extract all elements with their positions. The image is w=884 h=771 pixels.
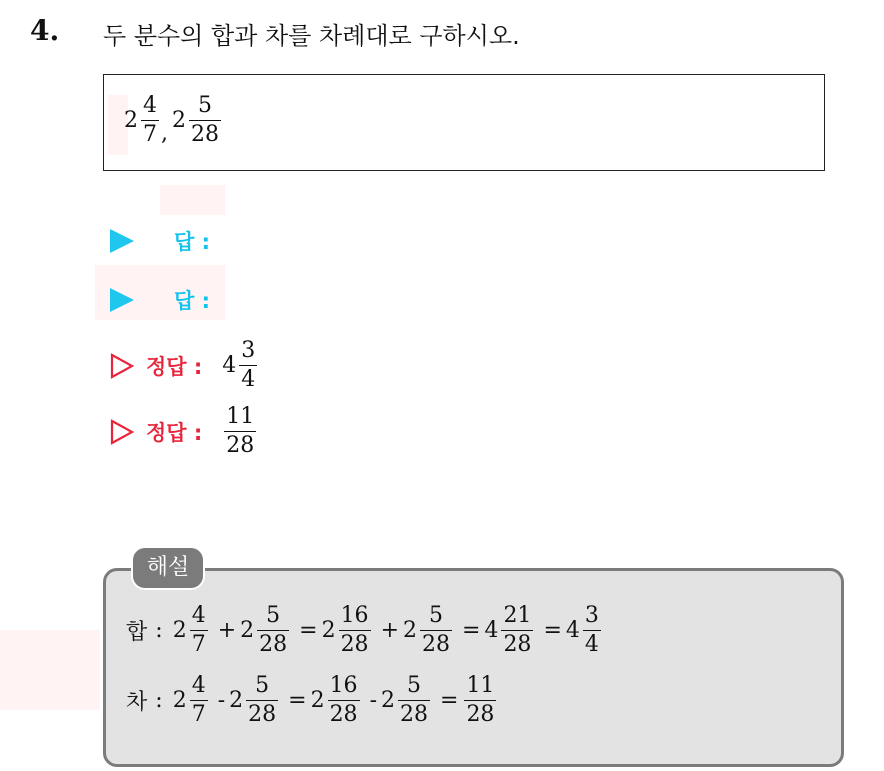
term-fraction <box>246 675 278 726</box>
operator: - <box>369 688 377 713</box>
fraction-b <box>189 95 221 146</box>
term-denominator: 28 <box>466 702 495 727</box>
answer-row-2[interactable] <box>110 285 210 315</box>
correct-answer-row-2 <box>110 406 258 457</box>
term-numerator: 5 <box>407 673 421 698</box>
term-numerator: 4 <box>191 603 206 628</box>
correct-fraction <box>224 406 256 457</box>
term-numerator: 5 <box>266 603 281 628</box>
fraction-b-numerator: 5 <box>198 93 212 118</box>
correct-fraction <box>239 340 257 391</box>
correct-answer-value <box>222 406 258 457</box>
term-denominator: 28 <box>248 702 277 727</box>
operator: + <box>380 618 399 643</box>
equals-sign: = <box>440 688 459 713</box>
equals-sign: = <box>462 618 481 643</box>
fraction-a-whole: 2 <box>124 108 138 133</box>
term-numerator: 5 <box>255 673 270 698</box>
term-denominator: 28 <box>422 632 450 657</box>
fraction-b-denominator: 28 <box>191 122 219 147</box>
term-whole: 2 <box>381 688 395 713</box>
background-artifact <box>160 185 225 215</box>
term-whole: 2 <box>172 688 187 713</box>
correct-numerator: 11 <box>226 404 255 429</box>
term-fraction <box>190 605 208 656</box>
play-triangle-icon <box>110 229 134 253</box>
term-fraction <box>420 605 452 656</box>
term-numerator: 21 <box>503 603 532 628</box>
term-numerator: 11 <box>466 673 495 698</box>
operator: + <box>217 618 237 643</box>
correct-denominator: 4 <box>241 367 256 392</box>
term-whole: 2 <box>172 618 187 643</box>
equals-sign: = <box>543 618 562 643</box>
term-fraction <box>501 605 533 656</box>
answer-label: 답 : <box>174 289 210 313</box>
term-fraction <box>339 605 371 656</box>
equals-sign: = <box>288 688 307 713</box>
fraction-a-denominator: 7 <box>143 122 157 147</box>
term-fraction <box>190 675 208 726</box>
term-fraction <box>398 675 430 726</box>
outline-triangle-icon <box>110 419 134 445</box>
term-whole: 4 <box>484 618 499 643</box>
background-artifact <box>0 630 100 710</box>
term-numerator: 3 <box>584 603 599 628</box>
term-fraction <box>464 675 496 726</box>
explanation-box <box>103 568 844 767</box>
term-whole: 2 <box>229 688 244 713</box>
term-fraction <box>257 605 289 656</box>
term-denominator: 28 <box>259 632 288 657</box>
term-whole: 2 <box>321 618 336 643</box>
outline-triangle-icon <box>110 353 134 379</box>
sum-label: 합 <box>126 620 148 645</box>
correct-answer-value <box>222 340 259 391</box>
correct-answer-label: 정답 : <box>146 354 203 379</box>
fraction-a <box>141 95 159 146</box>
term-numerator: 5 <box>429 603 443 628</box>
term-denominator: 7 <box>191 632 206 657</box>
explanation-tab: 해설 <box>131 546 205 590</box>
equals-sign: = <box>299 618 318 643</box>
term-fraction <box>328 675 360 726</box>
question-number: 4. <box>30 14 60 47</box>
correct-denominator: 28 <box>226 433 255 458</box>
term-numerator: 16 <box>340 603 369 628</box>
explanation-sum-line <box>126 605 603 656</box>
term-numerator: 4 <box>191 673 206 698</box>
term-denominator: 28 <box>340 632 369 657</box>
question-text: 두 분수의 합과 차를 차례대로 구하시오. <box>103 22 520 50</box>
correct-answer-row-1 <box>110 340 259 391</box>
fraction-separator: , <box>161 121 168 146</box>
term-denominator: 7 <box>191 702 206 727</box>
diff-label: 차 <box>126 690 148 715</box>
answer-label: 답 : <box>174 230 210 254</box>
diff-colon: : <box>155 688 163 713</box>
correct-whole: 4 <box>222 353 237 378</box>
fraction-a-numerator: 4 <box>143 93 157 118</box>
correct-answer-label: 정답 : <box>146 420 203 445</box>
answer-row-1[interactable] <box>110 226 210 256</box>
term-whole: 2 <box>240 618 255 643</box>
term-whole: 4 <box>565 618 580 643</box>
term-numerator: 16 <box>329 673 358 698</box>
explanation-diff-line <box>126 675 498 726</box>
fraction-b-whole: 2 <box>172 108 186 133</box>
term-denominator: 28 <box>400 702 428 727</box>
term-whole: 2 <box>310 688 325 713</box>
term-denominator: 4 <box>584 632 599 657</box>
term-whole: 2 <box>403 618 417 643</box>
operator: - <box>217 688 226 713</box>
correct-numerator: 3 <box>241 338 256 363</box>
term-denominator: 28 <box>329 702 358 727</box>
sum-colon: : <box>155 618 163 643</box>
given-fractions <box>124 95 223 146</box>
given-fractions-box <box>103 74 825 171</box>
play-triangle-icon <box>110 288 134 312</box>
term-fraction <box>583 605 601 656</box>
term-denominator: 28 <box>503 632 532 657</box>
